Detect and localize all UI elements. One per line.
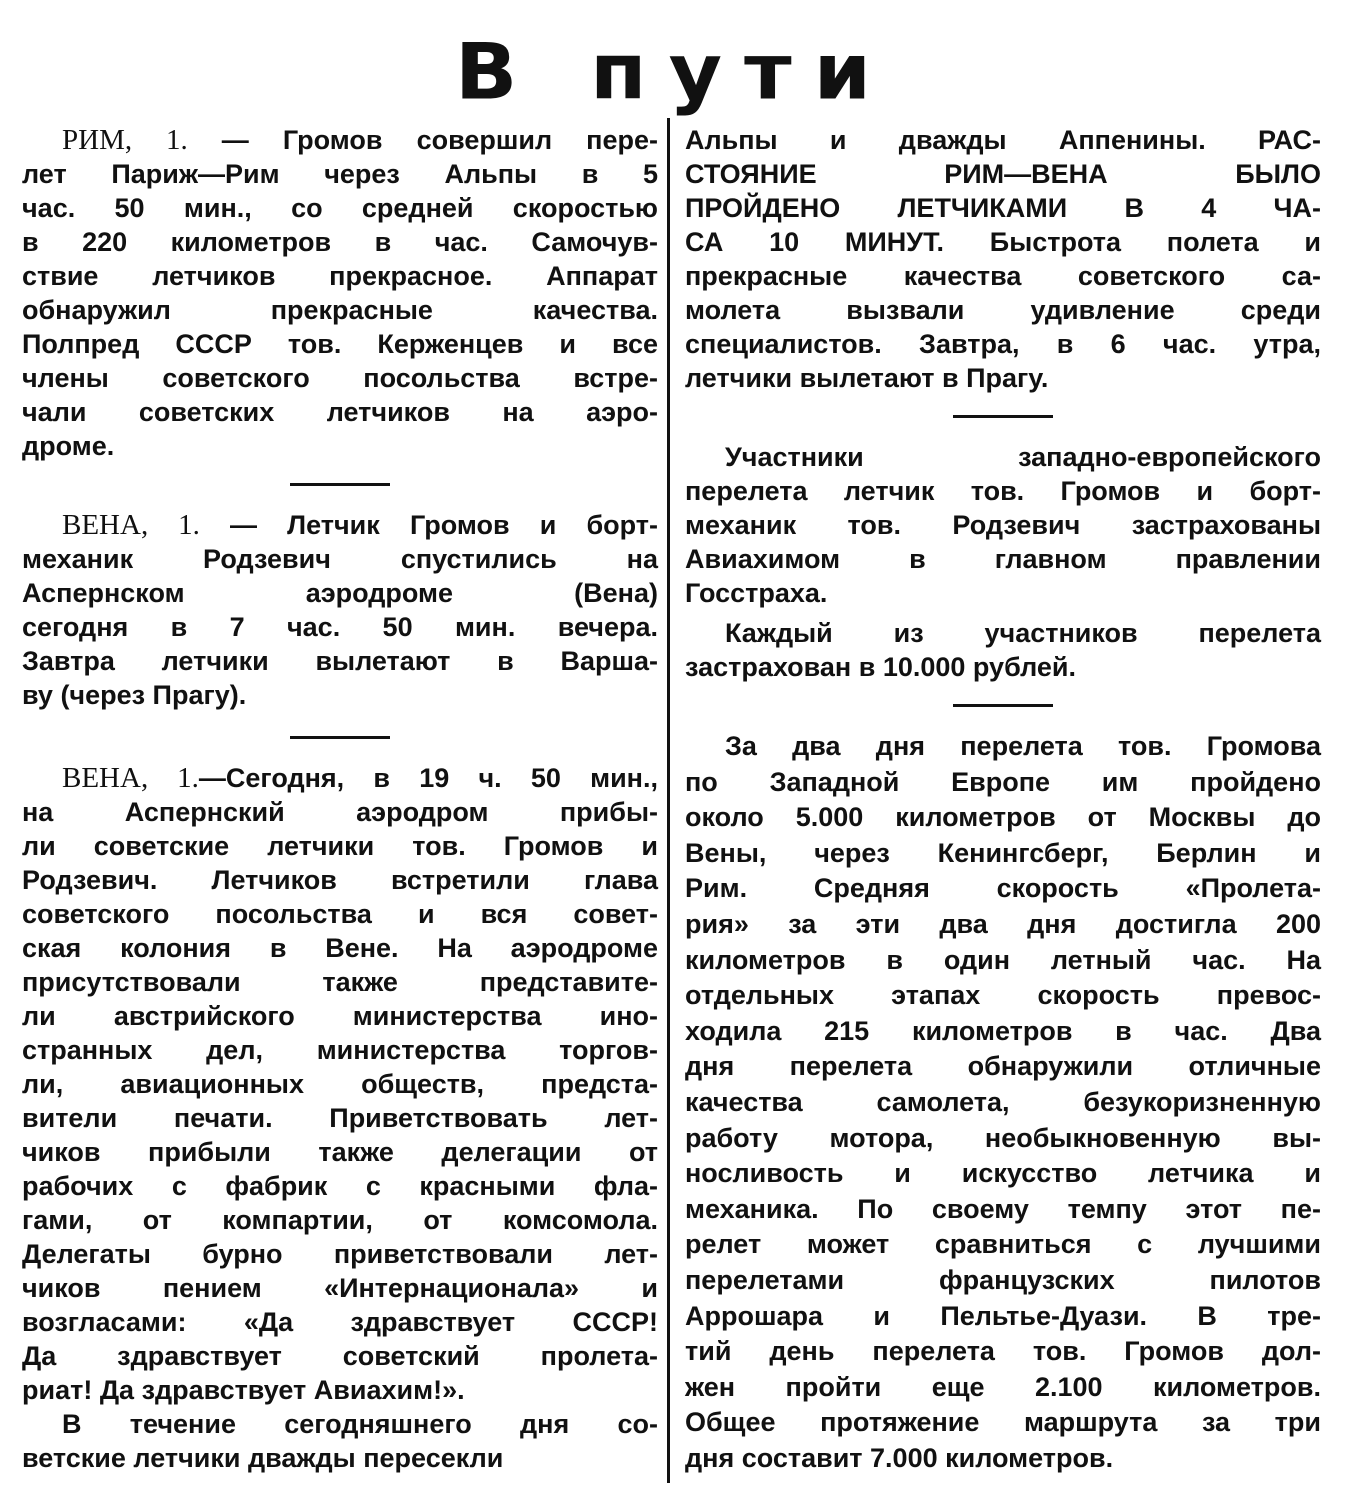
line-text: риат! Да здравствует Авиахим!». xyxy=(22,1375,465,1405)
text-line xyxy=(22,999,658,1033)
text-line xyxy=(22,225,658,259)
line-text: Рим. Средняя скорость «Пролета- xyxy=(685,873,1321,904)
line-text: Участники западно-европейского xyxy=(725,442,1321,472)
line-text: В течение сегодняшнего дня со- xyxy=(62,1409,658,1439)
text-line xyxy=(22,644,658,678)
line-text: дня составит 7.000 километров. xyxy=(685,1442,1114,1473)
line-text: Делегаты бурно приветствовали лет- xyxy=(22,1239,658,1269)
news-paragraph xyxy=(22,123,658,463)
text-line xyxy=(685,508,1321,542)
text-line xyxy=(22,1373,658,1407)
text-line xyxy=(685,157,1321,191)
line-text: Каждый из участников перелета xyxy=(725,618,1321,648)
line-text: —Сегодня, в 19 ч. 50 мин., xyxy=(198,763,658,793)
line-text: в 220 километров в час. Самочув- xyxy=(22,227,658,257)
text-line xyxy=(22,508,658,542)
line-text: механик Родзевич спустились на xyxy=(22,544,658,574)
line-text: вители печати. Приветствовать лет- xyxy=(22,1103,658,1133)
text-line xyxy=(685,1405,1321,1441)
line-text: странных дел, министерства торгов- xyxy=(22,1035,658,1065)
line-text: Завтра летчики вылетают в Варша- xyxy=(22,646,658,676)
text-line xyxy=(685,474,1321,508)
text-line xyxy=(22,965,658,999)
text-line xyxy=(685,576,1321,610)
line-text: застрахован в 10.000 рублей. xyxy=(685,652,1076,682)
text-line xyxy=(22,678,658,712)
line-text: — Громов совершил пере- xyxy=(187,125,659,155)
news-paragraph xyxy=(22,761,658,1407)
line-text: на Аспернский аэродром прибы- xyxy=(22,797,658,827)
line-text: ходила 215 километров в час. Два xyxy=(685,1015,1321,1046)
line-text: дня перелета обнаружили отличные xyxy=(685,1051,1321,1082)
column-divider xyxy=(667,118,670,1483)
text-line xyxy=(685,1192,1321,1228)
text-line xyxy=(685,943,1321,979)
line-text: чиков прибыли также делегации от xyxy=(22,1137,658,1167)
section-divider xyxy=(685,395,1321,440)
text-line xyxy=(685,765,1321,801)
text-line xyxy=(685,440,1321,474)
text-line xyxy=(685,907,1321,943)
line-text: Аспернском аэродроме (Вена) xyxy=(22,578,658,608)
line-text: Альпы и дважды Аппенины. РАС- xyxy=(685,125,1321,155)
text-line xyxy=(685,225,1321,259)
section-divider xyxy=(22,716,658,761)
text-line xyxy=(22,1407,658,1441)
text-line xyxy=(685,1370,1321,1406)
text-line xyxy=(22,1441,658,1475)
line-text: Полпред СССР тов. Керженцев и все xyxy=(22,329,658,359)
line-text: летчики вылетают в Прагу. xyxy=(685,363,1049,393)
line-text: отдельных этапах скорость превос- xyxy=(685,980,1321,1011)
line-text: рия» за эти два дня достигла 200 xyxy=(685,908,1321,939)
line-text: Да здравствует советский пролета- xyxy=(22,1341,658,1371)
news-paragraph xyxy=(22,1407,658,1475)
text-line xyxy=(22,1169,658,1203)
text-line xyxy=(685,1156,1321,1192)
text-line xyxy=(685,616,1321,650)
text-line xyxy=(22,327,658,361)
line-text: Вены, через Кенингсберг, Берлин и xyxy=(685,837,1321,868)
text-line xyxy=(22,576,658,610)
text-line xyxy=(685,1014,1321,1050)
text-line xyxy=(685,650,1321,684)
line-text: Общее протяжение маршрута за три xyxy=(685,1407,1321,1438)
section-divider xyxy=(685,684,1321,729)
line-text: советского посольства и вся совет- xyxy=(22,899,658,929)
line-text: члены советского посольства встре- xyxy=(22,363,658,393)
text-line xyxy=(22,157,658,191)
line-text: механика. По своему темпу этот пе- xyxy=(685,1193,1321,1224)
line-text: молета вызвали удивление среди xyxy=(685,295,1321,325)
line-text: ветские летчики дважды пересекли xyxy=(22,1443,504,1473)
line-text: СТОЯНИЕ РИМ—ВЕНА БЫЛО xyxy=(685,159,1321,189)
line-text: обнаружил прекрасные качества. xyxy=(22,295,658,325)
line-text: ву (через Прагу). xyxy=(22,680,247,710)
text-line xyxy=(22,1237,658,1271)
text-line xyxy=(685,191,1321,225)
text-line xyxy=(22,1271,658,1305)
line-text: Родзевич. Летчиков встретили глава xyxy=(22,865,658,895)
line-text: качества самолета, безукоризненную xyxy=(685,1086,1321,1117)
text-line xyxy=(685,978,1321,1014)
line-text: около 5.000 километров от Москвы до xyxy=(685,802,1321,833)
text-line xyxy=(22,191,658,225)
line-text: Аррошара и Пельтье-Дуази. В тре- xyxy=(685,1300,1321,1331)
news-paragraph xyxy=(22,508,658,712)
article-title: В пути xyxy=(454,27,894,118)
line-text: жен пройти еще 2.100 километров. xyxy=(685,1371,1321,1402)
line-text: релет может сравниться с лучшими xyxy=(685,1229,1321,1260)
line-text: специалистов. Завтра, в 6 час. утра, xyxy=(685,329,1321,359)
line-text: дроме. xyxy=(22,431,115,461)
news-paragraph xyxy=(685,616,1321,684)
text-line xyxy=(22,123,658,157)
text-line xyxy=(685,259,1321,293)
text-line xyxy=(685,836,1321,872)
text-line xyxy=(22,395,658,429)
text-line xyxy=(685,361,1321,395)
line-text: ПРОЙДЕНО ЛЕТЧИКАМИ В 4 ЧА- xyxy=(685,193,1321,223)
text-line xyxy=(685,1085,1321,1121)
text-line xyxy=(685,327,1321,361)
news-paragraph xyxy=(685,440,1321,610)
line-text: перелета летчик тов. Громов и борт- xyxy=(685,476,1321,506)
text-line xyxy=(685,1227,1321,1263)
text-line xyxy=(22,429,658,463)
text-line xyxy=(685,293,1321,327)
line-text: присутствовали также представите- xyxy=(22,967,658,997)
dateline: ВЕНА, 1. xyxy=(62,762,199,794)
line-text: ли, авиационных обществ, предста- xyxy=(22,1069,658,1099)
text-line xyxy=(22,897,658,931)
text-line xyxy=(22,542,658,576)
line-text: гами, от компартии, от комсомола. xyxy=(22,1205,658,1235)
line-text: чиков пением «Интернационала» и xyxy=(22,1273,658,1303)
news-paragraph xyxy=(685,729,1321,1476)
line-text: Госстраха. xyxy=(685,578,828,608)
text-line xyxy=(22,1305,658,1339)
text-line xyxy=(685,871,1321,907)
text-line xyxy=(685,1334,1321,1370)
text-line xyxy=(22,361,658,395)
text-line xyxy=(22,1033,658,1067)
line-text: За два дня перелета тов. Громова xyxy=(725,731,1321,761)
text-line xyxy=(22,610,658,644)
text-line xyxy=(22,829,658,863)
line-text: сегодня в 7 час. 50 мин. вечера. xyxy=(22,612,658,642)
text-line xyxy=(22,259,658,293)
text-line xyxy=(685,1441,1321,1477)
text-line xyxy=(685,1299,1321,1335)
text-line xyxy=(22,761,658,795)
line-text: возгласами: «Да здравствует СССР! xyxy=(22,1307,658,1337)
text-line xyxy=(22,1135,658,1169)
line-text: прекрасные качества советского са- xyxy=(685,261,1321,291)
right-column xyxy=(685,123,1321,1476)
line-text: механик тов. Родзевич застрахованы xyxy=(685,510,1321,540)
left-column xyxy=(22,123,658,1475)
dateline: РИМ, 1. xyxy=(62,124,188,156)
line-text: тий день перелета тов. Громов дол- xyxy=(685,1336,1321,1367)
line-text: работу мотора, необыкновенную вы- xyxy=(685,1122,1321,1153)
line-text: километров в один летный час. На xyxy=(685,944,1321,975)
text-line xyxy=(22,1101,658,1135)
line-text: ствие летчиков прекрасное. Аппарат xyxy=(22,261,658,291)
line-text: — Летчик Громов и борт- xyxy=(199,510,658,540)
text-line xyxy=(22,1339,658,1373)
line-text: ская колония в Вене. На аэродроме xyxy=(22,933,658,963)
line-text: СА 10 МИНУТ. Быстрота полета и xyxy=(685,227,1321,257)
text-line xyxy=(22,293,658,327)
text-line xyxy=(685,123,1321,157)
line-text: по Западной Европе им пройдено xyxy=(685,766,1321,797)
text-line xyxy=(685,1049,1321,1085)
text-line xyxy=(685,800,1321,836)
text-line xyxy=(22,795,658,829)
text-line xyxy=(22,1203,658,1237)
text-line xyxy=(22,863,658,897)
line-text: час. 50 мин., со средней скоростью xyxy=(22,193,658,223)
section-divider xyxy=(22,463,658,508)
text-line xyxy=(22,1067,658,1101)
line-text: ли австрийского министерства ино- xyxy=(22,1001,658,1031)
text-line xyxy=(685,542,1321,576)
text-line xyxy=(685,1121,1321,1157)
dateline: ВЕНА, 1. xyxy=(62,509,200,541)
line-text: лет Париж—Рим через Альпы в 5 xyxy=(22,159,658,189)
text-line xyxy=(685,729,1321,765)
line-text: рабочих с фабрик с красными фла- xyxy=(22,1171,658,1201)
line-text: перелетами французских пилотов xyxy=(685,1264,1321,1295)
line-text: носливость и искусство летчика и xyxy=(685,1158,1321,1189)
line-text: ли советские летчики тов. Громов и xyxy=(22,831,658,861)
line-text: чали советских летчиков на аэро- xyxy=(22,397,658,427)
text-line xyxy=(22,931,658,965)
line-text: Авиахимом в главном правлении xyxy=(685,544,1321,574)
text-line xyxy=(685,1263,1321,1299)
news-paragraph xyxy=(685,123,1321,395)
